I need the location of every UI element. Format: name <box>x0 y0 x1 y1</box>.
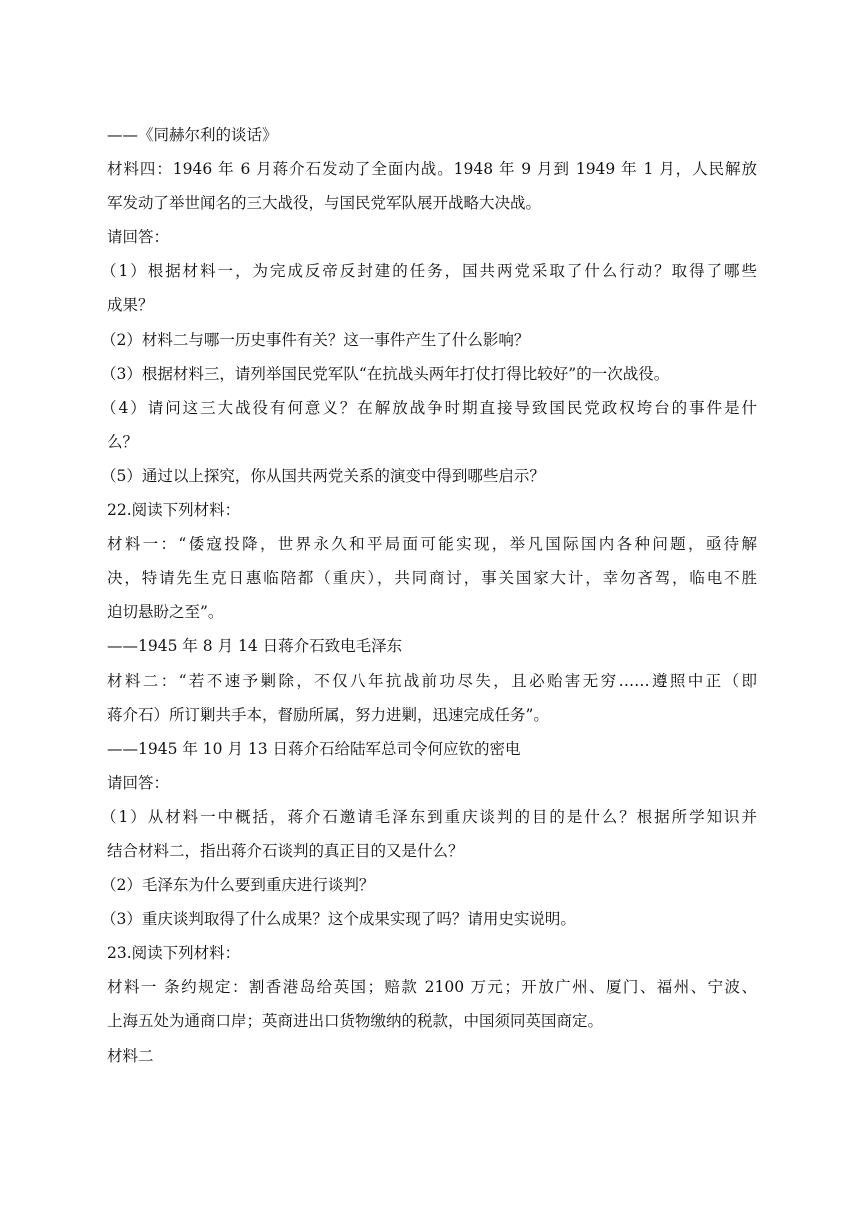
body-text-line: 请回答： <box>107 228 170 247</box>
question-item: （1）根据材料一，为完成反帝反封建的任务，国共两党采取了什么行动？取得了哪些 <box>101 262 757 281</box>
body-text-line: 结合材料二，指出蒋介石谈判的真正目的又是什么？ <box>107 841 464 860</box>
document-body <box>101 123 757 1078</box>
source-citation: ——1945 年 8 月 14 日蒋介石致电毛泽东 <box>107 637 403 656</box>
body-text-line: 么？ <box>107 432 139 451</box>
question-heading: 22.阅读下列材料： <box>107 501 241 520</box>
question-item: （3）重庆谈判取得了什么成果？这个成果实现了吗？请用史实说明。 <box>101 910 576 929</box>
body-text-line: 请回答： <box>107 773 170 792</box>
body-text-line: 军发动了举世闻名的三大战役，与国民党军队展开战略大决战。 <box>107 194 542 213</box>
body-text-line: 材料二：“若不速予剿除，不仅八年抗战前功尽失，且必贻害无穷……遵照中正（即 <box>107 671 757 690</box>
question-item: （3）根据材料三，请列举国民党军队“在抗战头两年打仗打得比较好”的一次战役。 <box>101 364 670 383</box>
body-text-line: 成果？ <box>107 296 154 315</box>
question-item: （1）从材料一中概括，蒋介石邀请毛泽东到重庆谈判的目的是什么？根据所学知识并 <box>101 807 757 826</box>
body-text-line: 材料一：“倭寇投降，世界永久和平局面可能实现，举凡国际国内各种问题，亟待解 <box>107 535 757 554</box>
source-citation: ——《同赫尔利的谈话》 <box>107 126 278 144</box>
question-item: （4）请问这三大战役有何意义？在解放战争时期直接导致国民党政权垮台的事件是什 <box>101 398 757 417</box>
body-text-line: 材料四：1946 年 6 月蒋介石发动了全面内战。1948 年 9 月到 1949 年 1 月，人民解放 <box>107 160 757 179</box>
body-text-line: 决，特请先生克日惠临陪都（重庆），共同商讨，事关国家大计，幸勿吝驾，临电不胜 <box>107 569 757 588</box>
body-text-line: 材料二 <box>107 1046 154 1065</box>
question-heading: 23.阅读下列材料： <box>107 944 241 963</box>
body-text-line: 材料一 条约规定：割香港岛给英国；赔款 2100 万元；开放广州、厦门、福州、宁波、 <box>107 978 757 997</box>
question-item: （2）材料二与哪一历史事件有关？这一事件产生了什么影响？ <box>101 330 530 349</box>
body-text-line: 上海五处为通商口岸；英商进出口货物缴纳的税款，中国须同英国商定。 <box>107 1012 604 1031</box>
source-citation: ——1945 年 10 月 13 日蒋介石给陆军总司令何应钦的密电 <box>107 739 521 758</box>
body-text-line: 蒋介石）所订剿共手本，督励所属，努力进剿，迅速完成任务”。 <box>107 705 549 724</box>
question-item: （5）通过以上探究，你从国共两党关系的演变中得到哪些启示？ <box>101 466 545 485</box>
question-item: （2）毛泽东为什么要到重庆进行谈判？ <box>101 876 375 895</box>
body-text-line: 迫切悬盼之至”。 <box>107 603 224 622</box>
